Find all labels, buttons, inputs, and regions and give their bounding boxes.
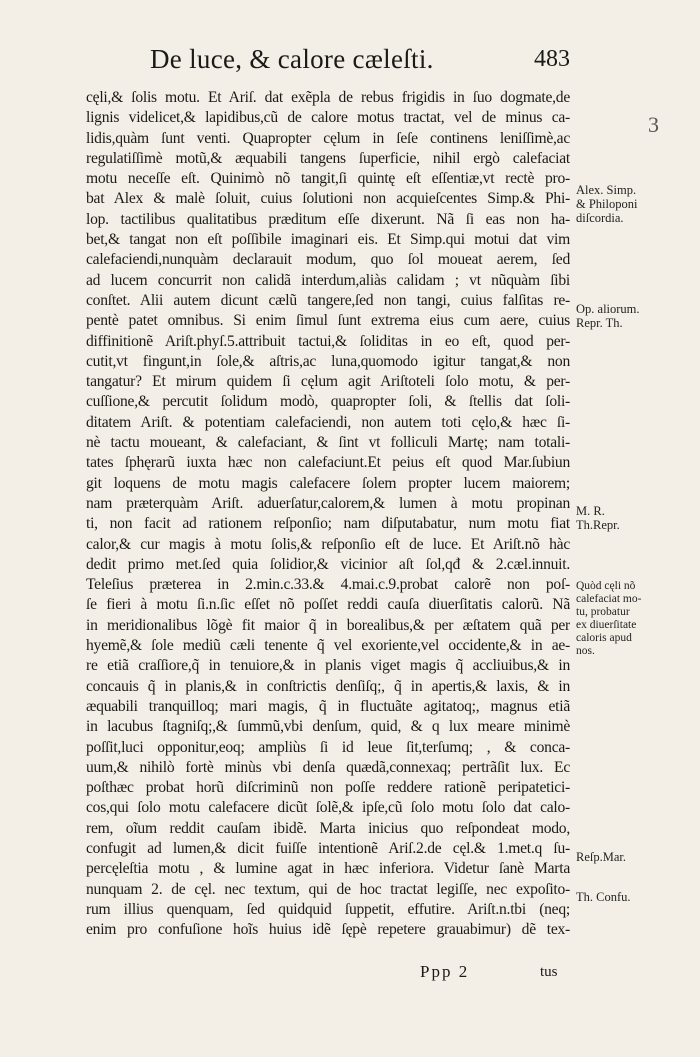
text-line: in lacubus ſtagniſq;,& ſummũ,vbi denſum, quid, & q lux meare minimè [86,718,570,736]
margin-note-line: tu, probatur [576,606,630,618]
text-line: calor,& cur magis à motu ſolis,& reſponſio eſt de luce. Et Ariſt.nõ hàc [86,535,570,553]
margin-note-mr-th [576,504,686,532]
text-line: ſe fieri à motu ſi.n.ſic eſſet nõ poſſet reddi cauſa diuerſitatis calorũ. Nã [86,596,570,614]
text-line: confugit ad lumen,& dicit fuiſſe intentionẽ Ariſ.2.de cęl.& 1.met.q ſu- [86,839,570,857]
text-line: regulatiſſimè motũ,& æquabili tangens ſuperficie, nihil ergò calefaciat [86,149,570,167]
margin-note-line: Quòd cęli nõ [576,580,636,592]
text-line: cutit,vt fingunt,in ſole,& aſtris,ac luna,quomodo igitur tangat,& non [86,352,570,370]
text-line: Teleſius præterea in 2.min.c.33.& 4.mai.c.9.probat calorẽ non poſ- [86,576,570,594]
margin-note-op-aliorum [576,302,686,330]
text-line: cuſſione,& percutit ſolidum modò, quapropter ſoli, & ſtellis dat ſoli- [86,393,570,411]
text-line: cos,qui ſolo motu calefacere dicũt ſolẽ,& ipſe,cũ ſolo motu ſolo dat calo- [86,799,570,817]
text-line: in meridionalibus lõgè fit maior q̃ in borealibus,& per æſtatem quã per [86,616,570,634]
text-line: poſſit,luci opponitur,eoq; ampliùs ſi id leue ſit,terſumq; , & conca- [86,738,570,756]
text-line: motu neceſſe eſt. Quinimò nõ tangit,ſi quintę eſt eſſentiæ,vt rectè pro- [86,170,570,188]
margin-note-line: Alex. Simp. [576,183,637,197]
text-line: lop. tactilibus qualitatibus præditum eſſe dixerunt. Nã ſi eas non ha- [86,210,570,228]
text-line: tates ſphęrarũ iuxta hæc non calefaciunt.Et peius eſt quod Mar.ſubiun [86,454,570,472]
margin-note-line: caloris apud [576,632,632,644]
margin-note-line: Th.Repr. [576,518,620,532]
main-text-block [86,88,570,940]
margin-note-line: Op. aliorum. [576,302,640,316]
text-line: rum illius quenquam, ſed quidquid ſuppetit, effutire. Ariſt.n.tbi (neq; [86,900,570,918]
text-line: cęli,& ſolis motu. Et Ariſ. dat exẽpla de rebus frigidis in ſuo dogmate,de [86,89,570,106]
margin-note-line: calefaciat mo- [576,593,642,605]
margin-note-line: Th. Confu. [576,890,631,904]
text-line: nunquam 2. de cęl. nec textum, qui de hoc tractat legiſſe, nec expoſito- [86,880,570,898]
text-line: re etiã craſſiore,q̃ in tenuiore,& in planis viget magis q̃ accliuibus,& in [86,657,570,675]
text-line: enim pro confuſione hoĩs huius idẽ ſępè repetere grauabimur) dẽ tex- [86,921,570,939]
margin-note-resp-mar [576,850,686,864]
margin-note-alex-simp [576,183,686,225]
text-line: rem, oĩum reddit cauſam ibidẽ. Marta inicius quo reſpondeat modo, [86,819,570,837]
margin-note-line: nos. [576,645,595,657]
text-line: ti, non facit ad rationem reſponſio; nam diſputabatur, num motu fiat [86,515,570,533]
text-line: uum,& nihilò fortè minùs vbi denſa quædã,connexaq; pertrãſit lux. Ec [86,758,570,776]
text-line: ad lucem concurrit non calidã interdum,aliàs calidam ; vt nũquàm ſibi [86,271,570,289]
text-line: ditatem Ariſt. & potentiam calefaciendi, non autem toti cęlo,& hæc ſi- [86,413,570,431]
text-line: calefaciendi,nunquàm declarauit modum, quo ſol moueat aerem, ſed [86,251,570,269]
text-line: pentè patet omnibus. Si enim ſimul ſunt extrema eius cum aere, cuius [86,312,570,330]
margin-note-line: Repr. Th. [576,316,623,330]
text-line: concauis q̃ in planis,& in conſtrictis denſiſq;, q̃ in apertis,& laxis, & in [86,677,570,695]
catchword: tus [540,964,558,980]
stray-mark: 3 [648,112,659,137]
text-line: bat Alex & malè ſoluit, cuius ſolutioni non acquieſcentes Simp.& Phi- [86,190,570,208]
text-line: hyemẽ,& ſole mediũ cæli tenente q̃ vel exoriente,vel occidente,& in ae- [86,637,570,655]
text-line: æquabili tranquilloq; mari magis, q̃ in fluctuãte agitatoq;, magnus etiã [86,697,570,715]
running-title: De luce, & calore cæleſti. [150,44,434,74]
running-header [150,44,570,78]
text-line: poſthæc probat horũ diſcriminũ non poſſe reddere rationẽ peripatetici- [86,779,570,797]
margin-note-quod-celi [576,580,686,658]
text-line: dedit primo met.ſed quia ſolidior,& vicinior aſt ſol,qđ & 2.cæl.innuit. [86,555,570,573]
text-line: tangatur? Et mirum quidem ſi cęlum agit Ariſtoteli ſolo motu, & per- [86,373,570,391]
margin-note-th-confu [576,890,686,904]
margin-note-line: ex diuerſitate [576,619,637,631]
text-line: nè tactu moueant, & calefaciant, & ſint vt folliculi Martę; nam totali- [86,434,570,452]
text-line: lidis,quàm ſunt venti. Quapropter cęlum in ſeſe continens leniſſimè,ac [86,129,570,147]
text-line: conſtet. Alii autem dicunt cælũ tangere,ſed non tangi, cuius falſitas re- [86,291,570,309]
text-line: nam præterquàm Ariſt. aduerſatur,calorem,& lumen à motu propinan [86,494,570,512]
text-line: bet,& tangat non eſt poſſibile imaginari eis. Et Simp.qui motui dat vim [86,231,570,249]
margin-note-line: Reſp.Mar. [576,850,626,864]
text-line: percęleſtia motu , & lumine agat in hæc inferiora. Videtur ſanè Marta [86,860,570,878]
signature-mark: Ppp 2 [420,962,470,981]
margin-note-line: diſcordia. [576,211,624,225]
text-line: git loquens de motu magis calefacere ſolem propter lucem maiorem; [86,474,570,492]
text-line: diffinitionẽ Ariſt.phyſ.5.attribuit tactui,& ſoliditas in eo eſt, quod per- [86,332,570,350]
page-number: 483 [534,46,570,72]
text-line: lignis videlicet,& lapidibus,cũ de calore motus tractat, vel de minus ca- [86,109,570,127]
margin-note-line: & Philoponi [576,197,638,211]
margin-note-line: M. R. [576,504,605,518]
